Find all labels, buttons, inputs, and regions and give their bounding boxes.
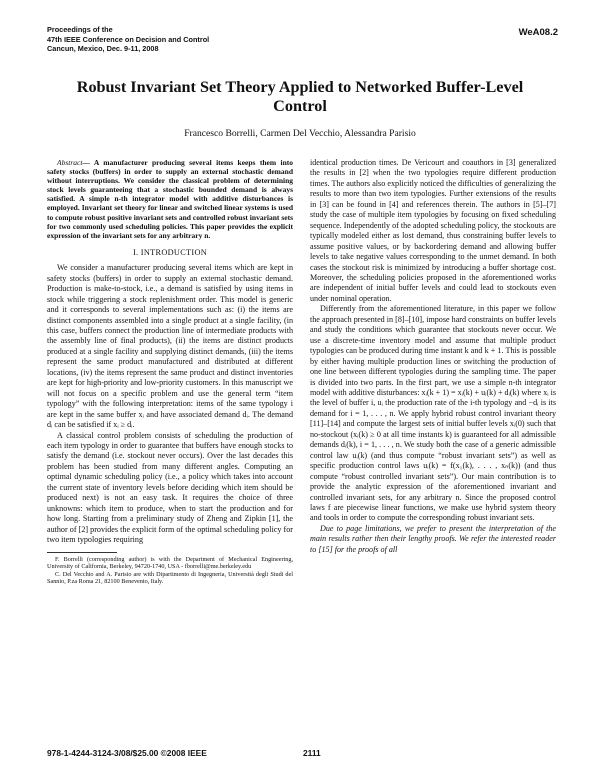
- intro-paragraph: We consider a manufacturer producing several items which are kept in safety stocks (buffers) in order to supply an external stochastic demand. Production is make-to-stock, i.e., a demand is satisfied by using items in stock while triggering a stock replenishment order. This model is generic and it corresponds to several implementations such as: (i) the items are distinct components assembled into a single product at a single facility, (in this case, buffers connect the production line of intermediate products with the assembly line of final products), (ii) the items are distinct products produced at a single facility and supplying distinct demands, (iii) the items represent the same product manufactured and distributed at different locations, (iv) the items represent the same product and distinct inventories are kept for high-priority and low-priority customers. In this manuscript we will not focus on a specific problem and use the general term “item typology” with the following interpretation: items of the same typology i are kept in the same buffer xᵢ and have associated demand dᵢ. The demand dᵢ can be satisfied if xᵢ ≥ dᵢ.: [47, 263, 293, 430]
- proceedings-line: 47th IEEE Conference on Decision and Control: [47, 34, 210, 44]
- session-code: WeA08.2: [518, 27, 558, 38]
- proceedings-line: Cancun, Mexico, Dec. 9-11, 2008: [47, 44, 159, 53]
- intro-paragraph: Differently from the aforementioned literature, in this paper we follow the approach presented in [8]–[10], impose hard constraints on buffer levels and study the conditions which guarantee that stockouts never occur. We use a discrete-time inventory model and assume that multiple product typologies can be produced during time instant k and k + 1. This is possible by either having multiple production lines or switching the production of one line between different typologies during the sampling time. The paper is divided into two parts. In the first part, we use a simple n-th integrator model with additive disturbances: xᵢ(k + 1) = xᵢ(k) + uᵢ(k) + dᵢ(k) where xᵢ is the level of buffer i, uᵢ the production rate of the i-th typology and −dᵢ is its demand for i = 1, . . . , n. We apply hybrid robust control invariant theory [11]–[14] and compute the largest sets of initial buffer levels xᵢ(0) such that no-stockout (xᵢ(k) ≥ 0 at all time instants k) is guaranteed for all admissible demands dᵢ(k), i = 1, . . . , n. We study both the case of a generic admissible control law uᵢ(k) (and thus compute “robust invariant sets”) as well as specific production control laws uᵢ(k) = f(x₁(k), . . . , xₙ(k)) (and thus compute “robust controlled invariant sets”). Our main contribution is to provide the analytic expression of the aforementioned invariant and controlled invariant sets, for any arbitrary n. Since the proposed control laws f are piecewise linear functions, we make use hybrid system theory and tools in order to compute the corresponding robust invariant sets.: [310, 304, 556, 523]
- section-heading: I. INTRODUCTION: [132, 247, 208, 257]
- abstract-text: — A manufacturer producing several items keeps them into safety stocks (buffers) in order to supply an external stochastic demand without interruptions. We consider the classical problem of determining stock levels guaranteeing that a stochastic bounded demand is always satisfied. A simple n-th integrator model with additive disturbances is employed. Invariant set theory for linear and switched linear systems is used to compute robust positive invariant sets and controlled robust invariant sets for two commonly used scheduling policies. This paper provides the explicit expression of the invariant sets for any arbitrary n.: [47, 158, 293, 240]
- paper-title: Robust Invariant Set Theory Applied to Networked Buffer-Level Control: [76, 78, 524, 115]
- right-column: [310, 158, 556, 555]
- footnote: F. Borrelli (corresponding author) is with the Department of Mechanical Engineering, University of California, Berkeley, 94720-1740, USA - fborrelli@me.berkeley.edu: [47, 555, 293, 571]
- proceedings-header: [47, 25, 209, 54]
- footnote-divider: [47, 552, 117, 553]
- paper-authors: Francesco Borrelli, Carmen Del Vecchio, Alessandra Parisio: [184, 128, 416, 139]
- page-number: 2111: [303, 748, 321, 758]
- isbn-footer: 978-1-4244-3124-3/08/$25.00 ©2008 IEEE: [47, 748, 207, 758]
- footnote: C. Del Vecchio and A. Parisio are with Dipartimento di Ingegneria, Università degli Studi del Sannio, P.za Roma 21, 82100 Benevento, Italy.: [47, 570, 293, 586]
- left-column: [47, 158, 293, 586]
- intro-paragraph: A classical control problem consists of scheduling the production of each item typology in order to guarantee that buffers have enough stocks to satisfy the demand (i.e. stockout never occurs). Over the last decades this problem has been studied from many different angles. Computing an optimal dynamic scheduling policy (i.e., a policy which takes into account the current state of inventory levels before deciding which item should be produced next) is not an easy task. It requires the choice of three unknowns: which item to produce, when to start the production and for how long. Starting from a preliminary study of Zheng and Zipkin [1], the author of [2] provides the explicit form of the optimal scheduling policy for two item typologies requiring: [47, 430, 293, 545]
- proceedings-line: Proceedings of the: [47, 25, 113, 34]
- intro-paragraph: identical production times. De Vericourt and coauthors in [3] generalized the results in [2] when the two typologies require different production times. The authors also explicitly noticed the difficulties of generalizing the results to more than two item typologies. Further extensions of the results in [3] can be found in [4] and references therein. The authors in [5]–[7] study the case of multiple item typologies by focusing on fixed scheduling sequence. Independently of the adopted scheduling policy, the stockouts are typically modeled either as lost demand, thus constraining buffer levels to assume positive values, or by backordering demand and allowing buffer levels to take negative values corresponding to the unmet demand. In both cases the stockout risk is minimized by introducing a buffer shortage cost. Moreover, the scheduling policies proposed in the aforementioned works are independent of initial buffer levels and could lead to stockouts even under nominal operation.: [310, 158, 556, 303]
- abstract: [47, 158, 293, 240]
- intro-paragraph: Due to page limitations, we prefer to present the interpretation of the main results rather then their lengthy proofs. We refer the interested reader to [15] for the proofs of all: [310, 523, 556, 554]
- abstract-lead: Abstract: [57, 158, 83, 167]
